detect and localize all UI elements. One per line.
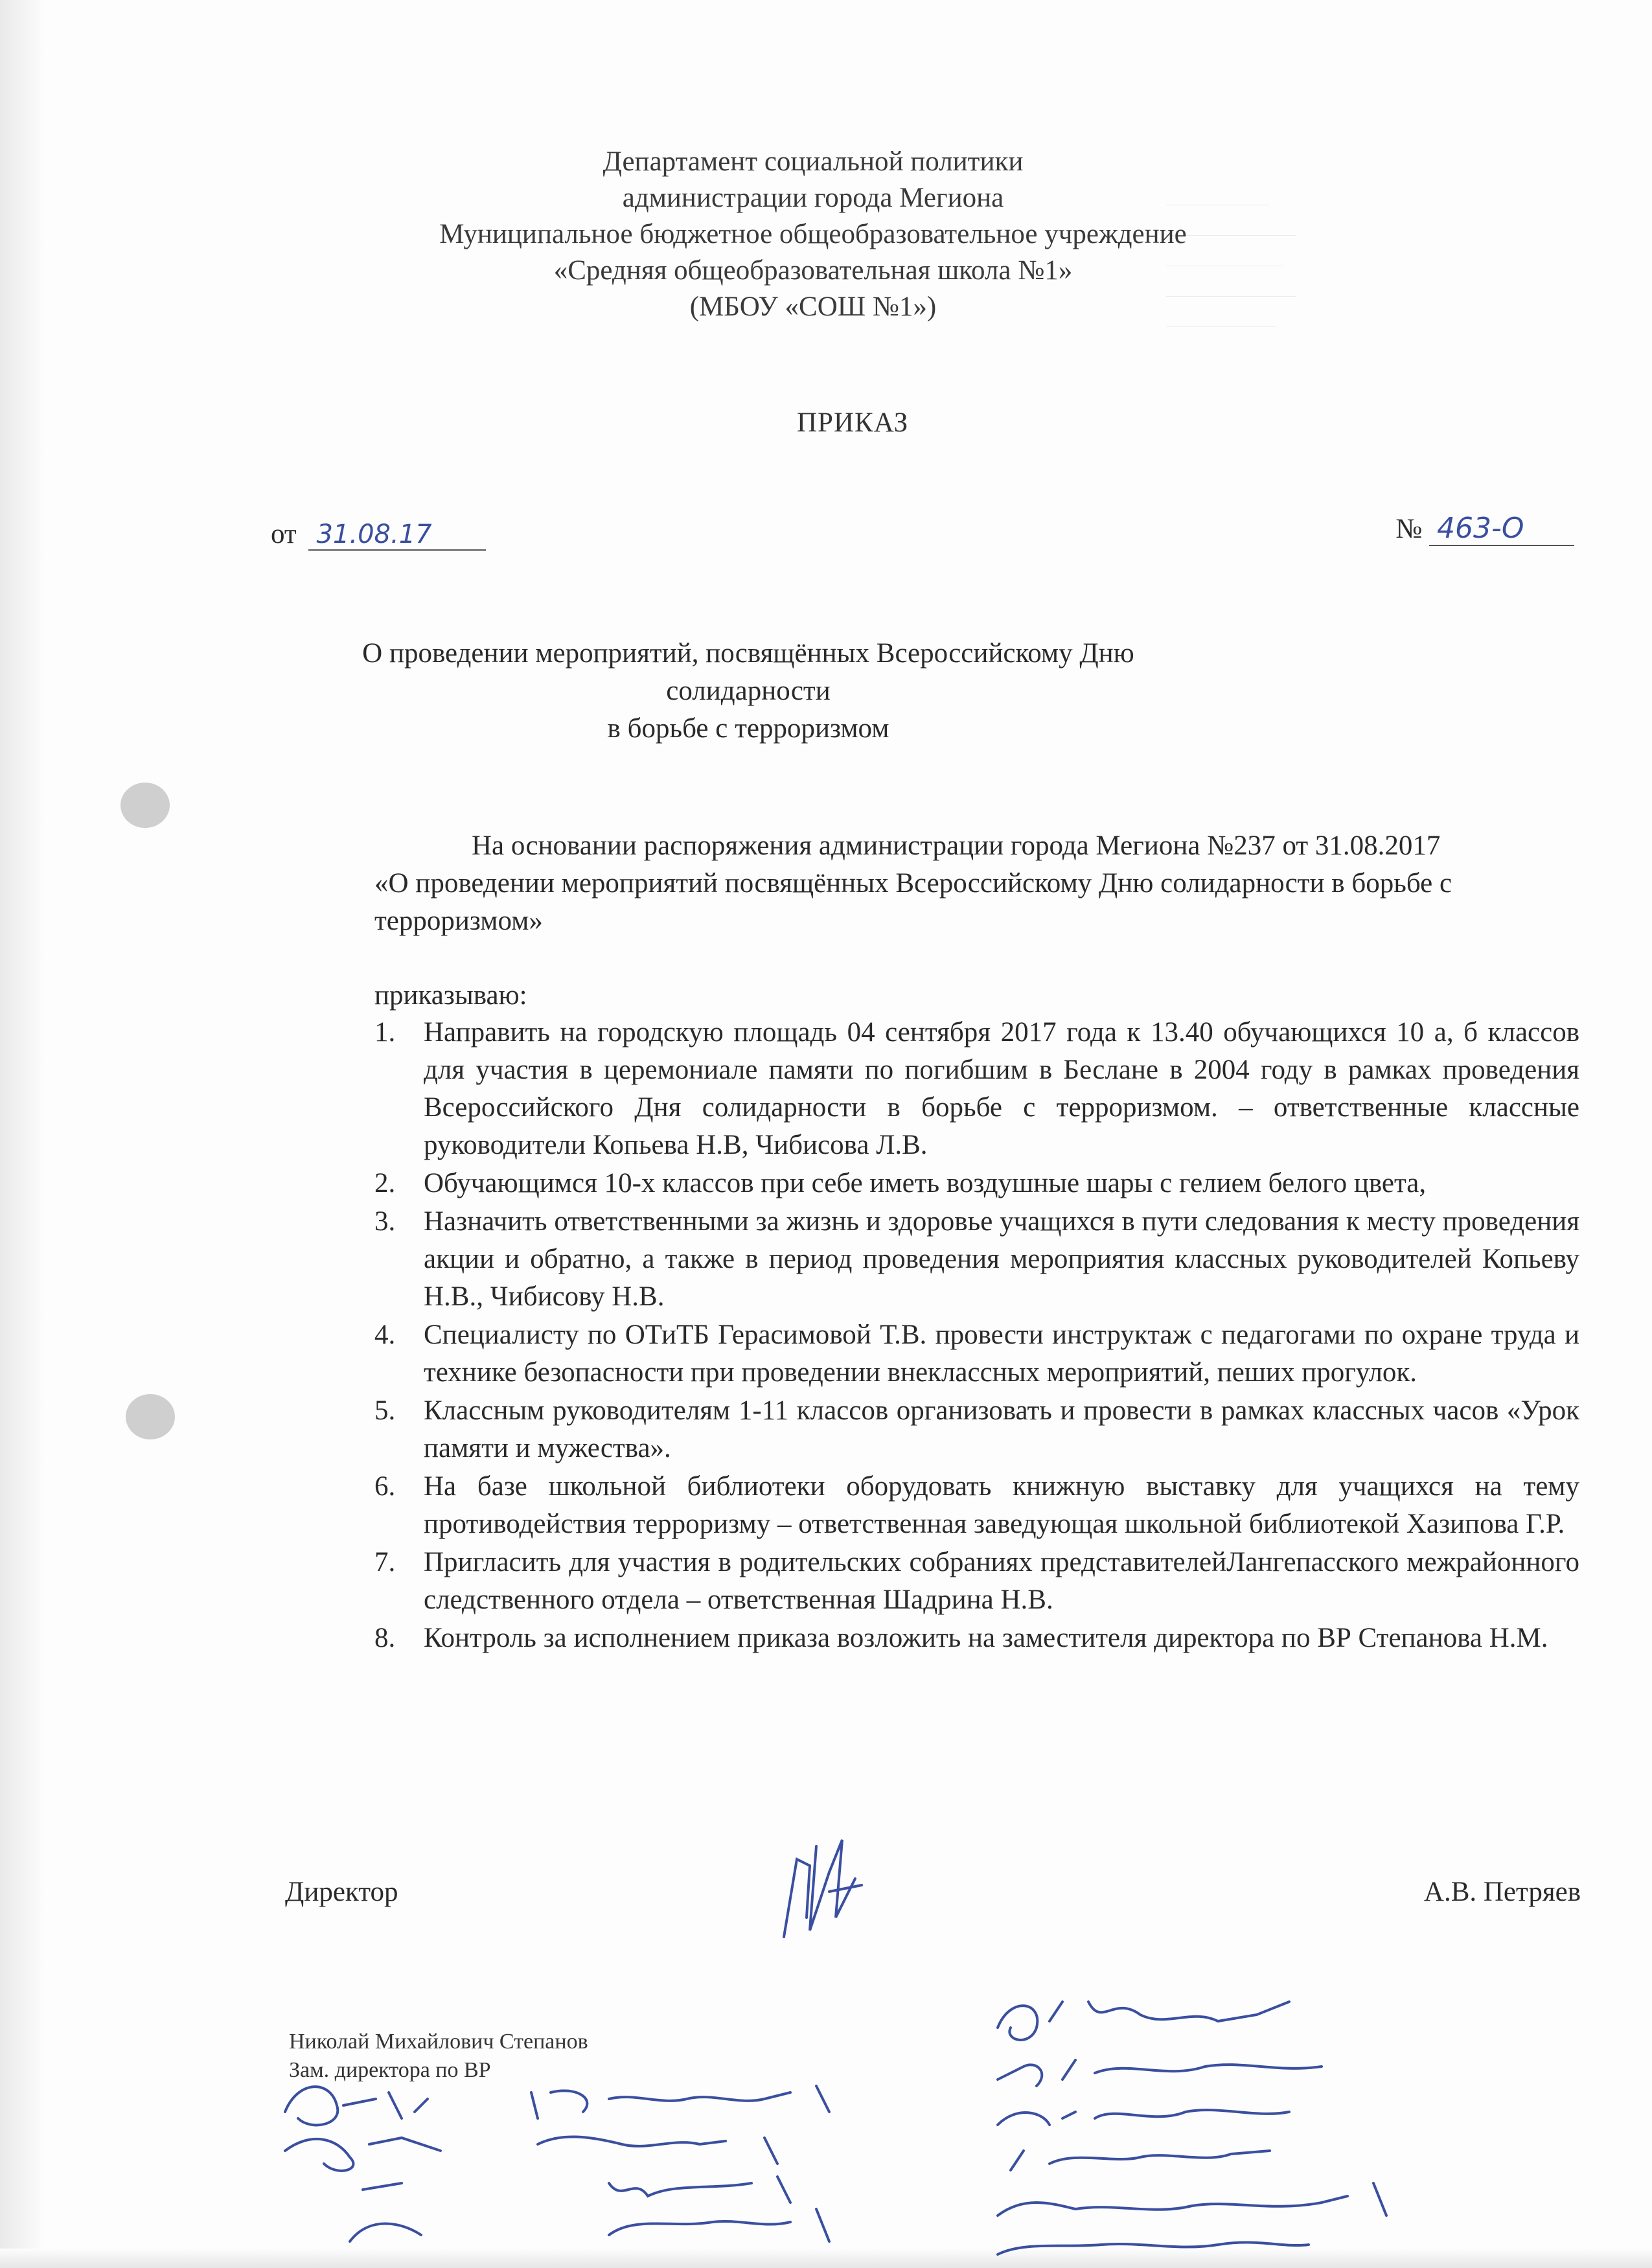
order-item <box>374 1620 1579 1657</box>
item-text: На базе школьной библиотеки оборудовать книжную выставку для учащихся на тему противодействия терроризму – ответственная заведующая школьной библиотекой Хазипова Г.Р. <box>424 1471 1579 1539</box>
item-number: 4. <box>374 1320 396 1350</box>
executor-position: Зам. директора по ВР <box>289 2058 491 2082</box>
order-item <box>374 1165 1579 1202</box>
date-label: от <box>271 519 297 549</box>
basis-paragraph <box>374 827 1476 940</box>
order-item <box>374 1544 1579 1619</box>
order-subject <box>311 635 1186 748</box>
director-name: А.В. Петряев <box>1423 1877 1581 1907</box>
acknowledgement-signatures-left <box>272 2067 933 2261</box>
director-signature <box>771 1820 881 1950</box>
letterhead-line: Муниципальное бюджетное общеобразовательное учреждение <box>439 219 1187 249</box>
item-text: Специалисту по ОТиТБ Герасимовой Т.В. провести инструктаж с педагогами по охране труда и технике безопасности при проведении внеклассных мероприятий, пеших прогулок. <box>424 1320 1579 1388</box>
item-number: 5. <box>374 1395 396 1426</box>
order-date <box>271 518 486 551</box>
scan-edge-shadow <box>0 0 45 2268</box>
director-role: Директор <box>285 1877 398 1907</box>
order-items <box>374 1014 1579 1658</box>
basis-text: На основании распоряжения администрации города Мегиона №237 от 31.08.2017 «О проведении мероприятий посвящённых Всероссийскому Дню солидарности в борьбе с терроризмом» <box>374 830 1452 936</box>
order-item <box>374 1392 1579 1467</box>
item-text: Обучающимся 10-х классов при себе иметь воздушные шары с гелием белого цвета, <box>424 1168 1427 1198</box>
executor-name: Николай Михайлович Степанов <box>289 2030 588 2054</box>
order-number <box>1395 512 1574 546</box>
item-number: 8. <box>374 1623 396 1653</box>
item-text: Классным руководителям 1-11 классов организовать и провести в рамках классных часов «Урок памяти и мужества». <box>424 1395 1579 1463</box>
letterhead-line: «Средняя общеобразовательная школа №1» <box>553 255 1073 286</box>
orders-label: приказываю: <box>374 980 527 1011</box>
order-item <box>374 1203 1579 1316</box>
order-item <box>374 1014 1579 1164</box>
acknowledgement-signatures-right <box>985 1989 1516 2267</box>
order-item <box>374 1468 1579 1543</box>
punch-hole <box>126 1394 175 1439</box>
number-value: 463-О <box>1429 512 1574 546</box>
item-number: 1. <box>374 1017 396 1048</box>
item-text: Назначить ответственными за жизнь и здоровье учащихся в пути следования к месту проведения акции и обратно, а также в период проведения мероприятия классных руководителей Копьеву Н.В., Чибисову Н.В. <box>424 1206 1579 1312</box>
letterhead <box>350 144 1276 325</box>
item-text: Направить на городскую площадь 04 сентября 2017 года к 13.40 обучающихся 10 а, б классов для участия в церемониале памяти по погибшим в Беслане в 2004 году в рамках проведения Всероссийского Дня солидарности в борьбе с терроризмом. – ответственные классные руководители Копьева Н.В, Чибисова Л.В. <box>424 1017 1579 1160</box>
letterhead-line: (МБОУ «СОШ №1») <box>689 292 937 322</box>
letterhead-line: администрации города Мегиона <box>622 183 1004 213</box>
order-item <box>374 1316 1579 1392</box>
item-number: 6. <box>374 1471 396 1502</box>
date-value: 31.08.17 <box>308 520 486 551</box>
item-number: 3. <box>374 1206 396 1237</box>
subject-line: О проведении мероприятий, посвящённых Всероссийскому Дню солидарности <box>362 638 1134 706</box>
number-label: № <box>1395 514 1423 544</box>
subject-line: в борьбе с терроризмом <box>607 713 889 744</box>
order-title: ПРИКАЗ <box>797 407 909 438</box>
item-number: 2. <box>374 1168 396 1198</box>
letterhead-line: Департамент социальной политики <box>602 146 1024 177</box>
item-number: 7. <box>374 1547 396 1577</box>
item-text: Контроль за исполнением приказа возложить на заместителя директора по ВР Степанова Н.М. <box>424 1623 1548 1653</box>
item-text: Пригласить для участия в родительских собраниях представителейЛангепасского межрайонного следственного отдела – ответственная Шадрина Н.В. <box>424 1547 1579 1615</box>
punch-hole <box>120 783 170 828</box>
